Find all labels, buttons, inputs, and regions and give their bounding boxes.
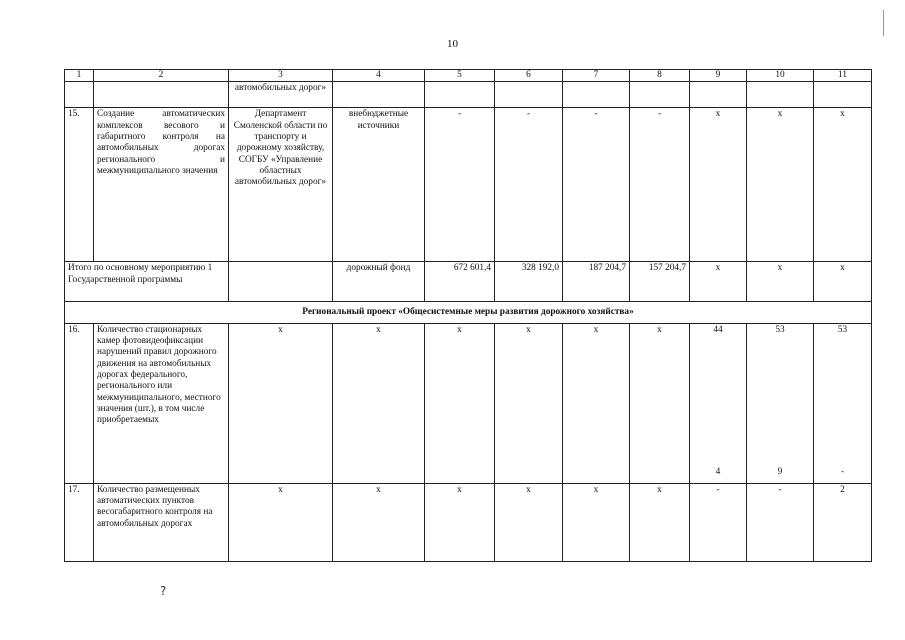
value-col9: х	[690, 262, 747, 302]
cell-empty	[690, 82, 747, 108]
value-col5: х	[425, 483, 495, 561]
funding-source: внебюджетные источники	[333, 108, 425, 262]
indicator-name: Количество размещенных автоматических пунктов весогабаритного контроля на автомобильных дорогах	[94, 483, 229, 561]
header-cell: 6	[495, 70, 563, 82]
value-col11-total: 53	[837, 324, 848, 335]
value-col8: х	[630, 323, 690, 483]
value-col3: х	[229, 483, 333, 561]
value-col11-cell	[814, 323, 872, 483]
header-cell: 11	[814, 70, 872, 82]
program-table-container	[64, 69, 871, 562]
value-col7: х	[563, 483, 630, 561]
value-col7: х	[563, 323, 630, 483]
value-col6: -	[495, 108, 563, 262]
header-cell: 4	[333, 70, 425, 82]
total-label: Итого по основному мероприятию 1 Государственной программы	[65, 262, 229, 302]
value-col8: 157 204,7	[630, 262, 690, 302]
value-col10-cell	[747, 323, 814, 483]
page-number: 10	[447, 38, 458, 50]
cell-empty	[495, 82, 563, 108]
value-col10: х	[747, 108, 814, 262]
value-col5: 672 601,4	[425, 262, 495, 302]
header-cell: 2	[94, 70, 229, 82]
cell-empty	[229, 262, 333, 302]
header-cell: 1	[65, 70, 94, 82]
value-col3: х	[229, 323, 333, 483]
header-cell: 9	[690, 70, 747, 82]
funding-source: дорожный фонд	[333, 262, 425, 302]
table-row-17	[65, 483, 872, 561]
value-col11: 2	[814, 483, 872, 561]
footer-mark: ?	[160, 584, 167, 598]
value-col6: 328 192,0	[495, 262, 563, 302]
cell-empty	[425, 82, 495, 108]
cell-empty	[630, 82, 690, 108]
value-col9-acquired: 4	[715, 467, 721, 478]
header-row	[65, 70, 872, 82]
value-col11: х	[814, 108, 872, 262]
value-col9: х	[690, 108, 747, 262]
section-row	[65, 302, 872, 323]
value-col10: х	[747, 262, 814, 302]
header-cell: 5	[425, 70, 495, 82]
cell-empty	[814, 82, 872, 108]
margin-mark	[883, 10, 884, 36]
program-table	[64, 69, 872, 562]
value-col6: х	[495, 323, 563, 483]
cell-empty	[333, 82, 425, 108]
value-col10-acquired: 9	[777, 467, 783, 478]
value-col9: -	[690, 483, 747, 561]
header-cell: 8	[630, 70, 690, 82]
value-col4: х	[333, 483, 425, 561]
row-number: 16.	[65, 323, 94, 483]
value-col5: -	[425, 108, 495, 262]
section-title: Региональный проект «Общесистемные меры развития дорожного хозяйства»	[65, 302, 872, 323]
value-col8: -	[630, 108, 690, 262]
value-col6: х	[495, 483, 563, 561]
executor: Департамент Смоленской области по транспорту и дорожному хозяйству, СОГБУ «Управление областных автомобильных дорог»	[229, 108, 333, 262]
row-number: 15.	[65, 108, 94, 262]
cell-empty	[747, 82, 814, 108]
value-col11: х	[814, 262, 872, 302]
value-col8: х	[630, 483, 690, 561]
row-number: 17.	[65, 483, 94, 561]
value-col9-total: 44	[713, 324, 723, 335]
cell-empty	[65, 82, 94, 108]
value-col11-acquired: -	[840, 467, 845, 478]
indicator-name: Количество стационарных камер фотовидеофиксации нарушений правил дорожного движения на автомобильных дорогах федерального, регионального или межмуниципального, местного значения (шт.), в том числе приобретаемых	[94, 323, 229, 483]
measure-name: Создание автоматических комплексов весового и габаритного контроля на автомобильных дорогах регионального и межмуниципального значения	[94, 108, 229, 262]
table-row-15	[65, 108, 872, 262]
total-row	[65, 262, 872, 302]
header-cell: 10	[747, 70, 814, 82]
value-col7: -	[563, 108, 630, 262]
header-cell: 3	[229, 70, 333, 82]
value-col5: х	[425, 323, 495, 483]
continuation-row	[65, 82, 872, 108]
value-col7: 187 204,7	[563, 262, 630, 302]
executor-continuation: автомобильных дорог»	[229, 82, 333, 108]
value-col9-cell	[690, 323, 747, 483]
header-cell: 7	[563, 70, 630, 82]
table-row-16	[65, 323, 872, 483]
value-col10: -	[747, 483, 814, 561]
cell-empty	[94, 82, 229, 108]
value-col4: х	[333, 323, 425, 483]
value-col10-total: 53	[775, 324, 785, 335]
cell-empty	[563, 82, 630, 108]
